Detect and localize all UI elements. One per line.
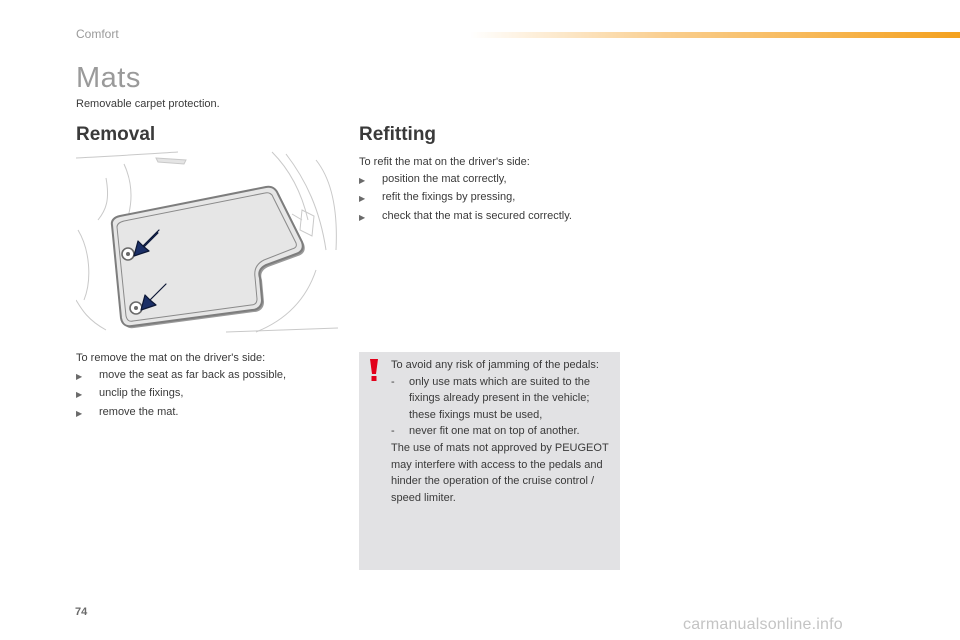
checkbox-arrow-icon: ▶ (359, 175, 366, 185)
exclamation-icon (365, 358, 383, 382)
section-header: Comfort (76, 27, 119, 41)
list-item: ▶ unclip the fixings, (76, 385, 346, 404)
removal-instructions (76, 350, 346, 422)
list-item: - never fit one mat on top of another. (391, 425, 580, 438)
checkbox-arrow-icon: ▶ (76, 390, 83, 399)
refitting-intro: To refit the mat on the driver's side: (359, 156, 530, 168)
page-title: Mats (76, 62, 141, 94)
refitting-instructions (359, 154, 649, 226)
checkbox-arrow-icon: ▶ (359, 194, 366, 203)
checkbox-arrow-icon: ▶ (76, 408, 83, 418)
list-item: ▶ position the mat correctly, (359, 171, 649, 190)
header-accent-bar (470, 32, 960, 38)
list-item: - only use mats which are suited to the fixings already present in the vehicle; these fixings must be used, (391, 375, 590, 421)
checkbox-arrow-icon: ▶ (359, 212, 366, 222)
checkbox-arrow-icon: ▶ (76, 371, 83, 381)
page-number: 74 (75, 606, 88, 618)
warning-box (359, 352, 620, 570)
warning-text (391, 357, 613, 506)
warning-outro: The use of mats not approved by PEUGEOT may interfere with access to the pedals and hinder the operation of the cruise control / speed limiter. (391, 441, 609, 504)
watermark: carmanualsonline.info (683, 616, 843, 633)
removal-intro: To remove the mat on the driver's side: (76, 352, 266, 364)
list-item: ▶ move the seat as far back as possible, (76, 367, 346, 386)
page-subtitle: Removable carpet protection. (76, 98, 220, 110)
list-item: ▶ check that the mat is secured correctly. (359, 208, 649, 227)
warning-intro: To avoid any risk of jamming of the pedals: (391, 359, 599, 371)
mat-illustration (76, 150, 338, 335)
list-item: ▶ refit the fixings by pressing, (359, 189, 649, 208)
list-item: ▶ remove the mat. (76, 404, 346, 423)
removal-heading: Removal (76, 124, 156, 145)
refitting-heading: Refitting (359, 124, 437, 145)
